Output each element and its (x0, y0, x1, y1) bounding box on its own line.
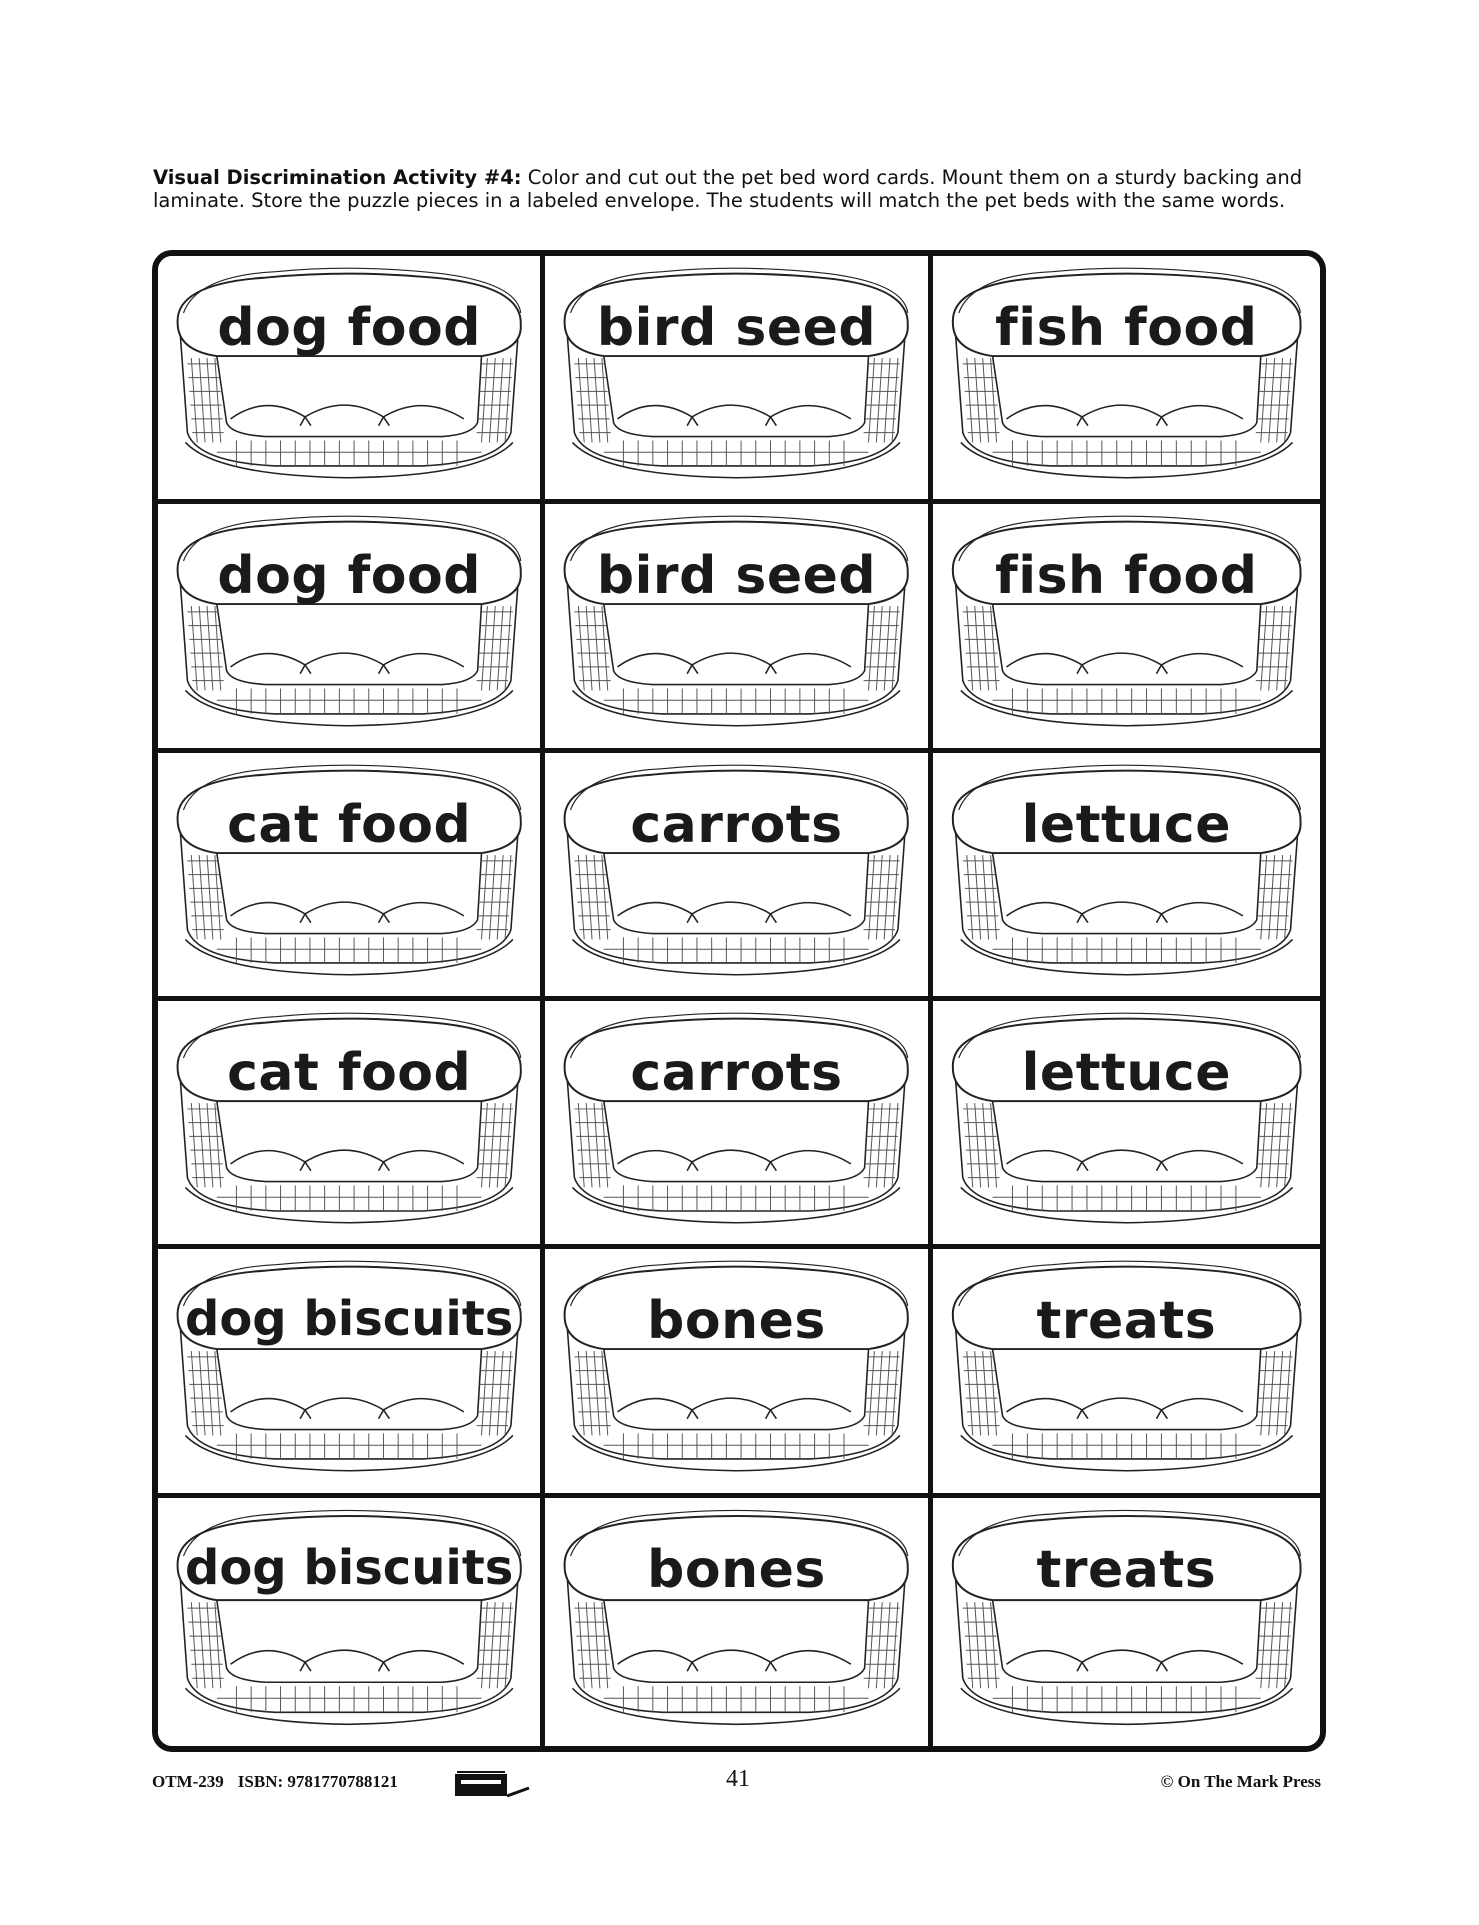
book-icon (453, 1768, 533, 1800)
word-card-grid (152, 250, 1326, 1752)
word-card[interactable] (158, 256, 545, 504)
pet-bed-basket-icon (933, 504, 1320, 747)
word-card[interactable] (545, 256, 932, 504)
word-card[interactable] (933, 1001, 1320, 1249)
card-word: bones (647, 1291, 826, 1352)
word-card[interactable] (158, 1001, 545, 1249)
pet-bed-basket-icon (545, 256, 927, 499)
pet-bed-basket-icon (158, 1001, 540, 1244)
pet-bed-basket-icon (158, 504, 540, 747)
card-word: treats (1036, 1291, 1217, 1352)
pet-bed-basket-icon (545, 504, 927, 747)
word-card[interactable] (545, 1498, 932, 1746)
pet-bed-basket-icon (545, 1001, 927, 1244)
pet-bed-basket-icon (933, 256, 1320, 499)
pet-bed-basket-icon (933, 1498, 1320, 1746)
product-code: OTM-239 (152, 1772, 224, 1791)
isbn: ISBN: 9781770788121 (237, 1772, 398, 1791)
card-word: lettuce (1021, 794, 1232, 855)
instructions (153, 166, 1313, 212)
word-card[interactable] (933, 1498, 1320, 1746)
word-card[interactable] (545, 753, 932, 1001)
pet-bed-basket-icon (545, 753, 927, 996)
pet-bed-basket-icon (158, 753, 540, 996)
word-card[interactable] (158, 504, 545, 752)
pet-bed-basket-icon (158, 1498, 540, 1746)
pet-bed-basket-icon (158, 256, 540, 499)
pet-bed-basket-icon (933, 1249, 1320, 1492)
publisher: © On The Mark Press (1160, 1772, 1321, 1791)
word-card[interactable] (545, 1249, 932, 1497)
card-word: bird seed (596, 546, 877, 607)
word-card[interactable] (933, 504, 1320, 752)
word-card[interactable] (933, 256, 1320, 504)
card-word: dog biscuits (184, 1291, 514, 1348)
word-card[interactable] (158, 753, 545, 1001)
card-word: cat food (227, 1042, 472, 1103)
card-word: bird seed (596, 298, 877, 358)
word-card[interactable] (545, 1001, 932, 1249)
card-word: fish food (995, 546, 1258, 607)
card-word: bones (647, 1539, 826, 1600)
footer-left (152, 1772, 398, 1792)
card-word: dog food (217, 546, 481, 607)
page-number: 41 (726, 1766, 750, 1792)
card-word: carrots (630, 794, 843, 855)
pet-bed-basket-icon (545, 1498, 927, 1746)
pet-bed-basket-icon (545, 1249, 927, 1492)
card-word: dog biscuits (184, 1539, 514, 1596)
instructions-body: Color and cut out the pet bed word cards. Mount them on a sturdy backing and laminate. Store the puzzle pieces in a labeled envelope. The students will match the pet beds with the same words. (153, 166, 1303, 212)
pet-bed-basket-icon (158, 1249, 540, 1492)
word-card[interactable] (933, 1249, 1320, 1497)
card-word: cat food (227, 794, 472, 855)
pet-bed-basket-icon (933, 1001, 1320, 1244)
card-word: treats (1036, 1539, 1217, 1600)
instructions-title: Visual Discrimination Activity #4: (153, 166, 522, 189)
card-word: fish food (995, 298, 1258, 358)
card-word: dog food (217, 298, 481, 358)
card-word: carrots (630, 1042, 843, 1103)
word-card[interactable] (933, 753, 1320, 1001)
page-footer (0, 1768, 1479, 1798)
card-word: lettuce (1021, 1042, 1232, 1103)
pet-bed-basket-icon (933, 753, 1320, 996)
word-card[interactable] (158, 1498, 545, 1746)
word-card[interactable] (545, 504, 932, 752)
word-card[interactable] (158, 1249, 545, 1497)
